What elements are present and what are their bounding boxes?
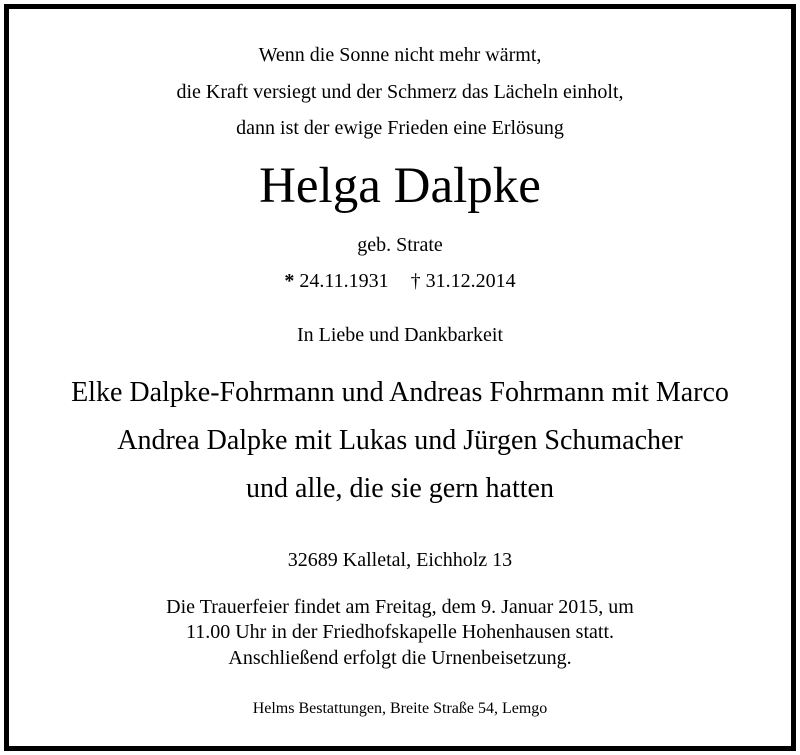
mourner-line-3: und alle, die sie gern hatten	[246, 473, 554, 504]
death-date: 31.12.2014	[425, 270, 516, 292]
obituary-frame	[4, 4, 796, 751]
mourner-line-2: Andrea Dalpke mit Lukas und Jürgen Schumacher	[117, 425, 683, 456]
funeral-notice-line-3: Anschließend erfolgt die Urnenbeisetzung.	[228, 647, 572, 669]
poem-line-3: dann ist der ewige Frieden eine Erlösung	[236, 117, 564, 139]
death-symbol: †	[410, 270, 421, 292]
birth-symbol: *	[284, 270, 295, 292]
dedication: In Liebe und Dankbarkeit	[296, 324, 504, 346]
poem-line-2: die Kraft versiegt und der Schmerz das Lächeln einholt,	[176, 81, 624, 103]
maiden-name: geb. Strate	[357, 234, 443, 256]
mourner-line-1: Elke Dalpke-Fohrmann und Andreas Fohrmann mit Marco	[71, 377, 729, 408]
life-dates	[9, 271, 791, 291]
funeral-notice-line-2: 11.00 Uhr in der Friedhofskapelle Hohenhausen statt.	[185, 621, 615, 643]
birth-date: 24.11.1931	[299, 270, 389, 292]
poem-line-1: Wenn die Sonne nicht mehr wärmt,	[258, 44, 542, 66]
deceased-name: Helga Dalpke	[259, 158, 541, 214]
family-address: 32689 Kalletal, Eichholz 13	[287, 549, 513, 571]
funeral-notice-line-1: Die Trauerfeier findet am Freitag, dem 9. Januar 2015, um	[166, 596, 634, 618]
undertaker-info: Helms Bestattungen, Breite Straße 54, Lemgo	[252, 700, 548, 717]
